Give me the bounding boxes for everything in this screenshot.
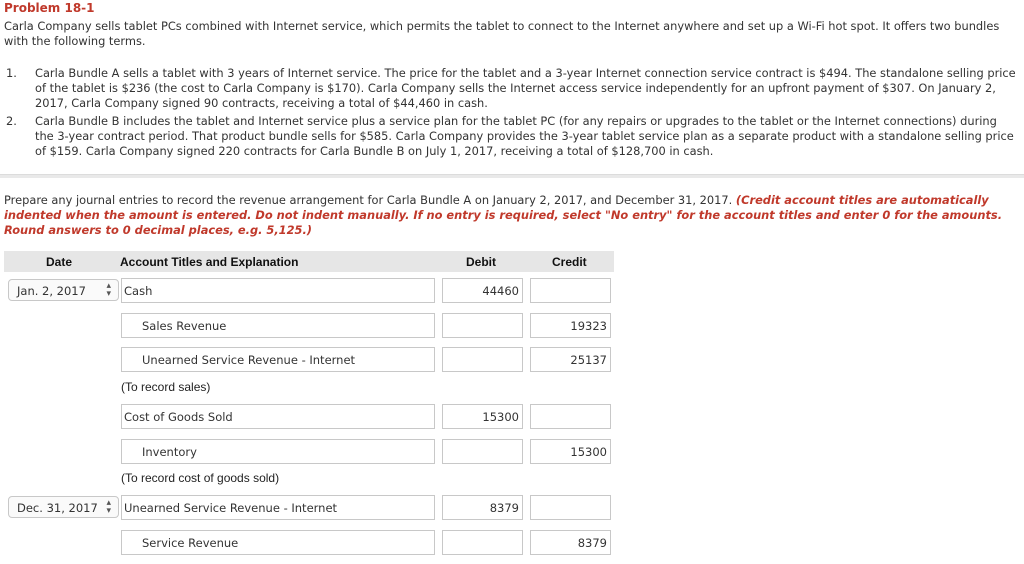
debit-field[interactable] bbox=[442, 278, 523, 303]
journal-table-header bbox=[4, 251, 614, 272]
instructions-text: Prepare any journal entries to record the revenue arrangement for Carla Bundle A on January 2, 2017, and December 31, 2017. bbox=[4, 193, 736, 207]
account-field[interactable] bbox=[121, 347, 435, 372]
account-field[interactable] bbox=[121, 404, 435, 429]
date-select-value: Jan. 2, 2017 bbox=[17, 284, 86, 298]
select-arrows-icon: ▴ ▾ bbox=[106, 281, 111, 299]
header-credit: Credit bbox=[552, 255, 587, 269]
date-select-jan[interactable] bbox=[8, 279, 119, 301]
account-field[interactable] bbox=[121, 495, 435, 520]
list-item bbox=[4, 114, 1016, 159]
account-field-value: Unearned Service Revenue - Internet bbox=[142, 353, 356, 367]
problem-title: Problem 18-1 bbox=[4, 1, 95, 15]
account-field[interactable] bbox=[121, 439, 435, 464]
debit-field-value: 8379 bbox=[489, 501, 519, 515]
account-field-value: Sales Revenue bbox=[142, 319, 227, 333]
credit-field-value: 15300 bbox=[570, 445, 607, 459]
account-field-value: Service Revenue bbox=[142, 536, 239, 550]
instructions bbox=[4, 193, 1020, 238]
account-field[interactable] bbox=[121, 278, 435, 303]
debit-field-value: 15300 bbox=[482, 410, 519, 424]
header-account: Account Titles and Explanation bbox=[120, 255, 299, 269]
account-field[interactable] bbox=[121, 313, 435, 338]
debit-field[interactable] bbox=[442, 530, 523, 555]
debit-field[interactable] bbox=[442, 495, 523, 520]
credit-field[interactable] bbox=[530, 313, 611, 338]
problem-intro: Carla Company sells tablet PCs combined with Internet service, which permits the tablet to connect to the Internet anywhere and set up a Wi-Fi hot spot. It offers two bundles with the following terms. bbox=[4, 19, 1000, 48]
credit-field-value: 25137 bbox=[570, 353, 607, 367]
credit-field-value: 8379 bbox=[577, 536, 607, 550]
list-item-number: 1. bbox=[6, 66, 17, 80]
date-select-dec[interactable] bbox=[8, 496, 119, 518]
credit-field[interactable] bbox=[530, 347, 611, 372]
account-field-value: Inventory bbox=[142, 445, 197, 459]
debit-field[interactable] bbox=[442, 313, 523, 338]
problem-terms-list bbox=[4, 66, 1016, 162]
credit-field[interactable] bbox=[530, 278, 611, 303]
account-field[interactable] bbox=[121, 530, 435, 555]
debit-field[interactable] bbox=[442, 347, 523, 372]
list-item-text: Carla Bundle B includes the tablet and Internet service plus a service plan for the tablet PC (for any repairs or upgrades to the tablet or the Internet connections) during the 3-year contract period. That product bundle sells for $585. Carla Company provides the 3-year tablet service plan as a separate product with a standalone selling price of $159. Carla Company signed 220 contracts for Carla Bundle B on July 1, 2017, receiving a total of $128,700 in cash. bbox=[35, 114, 1014, 158]
section-divider bbox=[0, 174, 1024, 178]
account-field-value: Cash bbox=[124, 284, 153, 298]
debit-field-value: 44460 bbox=[482, 284, 519, 298]
date-select-value: Dec. 31, 2017 bbox=[17, 501, 98, 515]
account-field-value: Unearned Service Revenue - Internet bbox=[124, 501, 338, 515]
credit-field-value: 19323 bbox=[570, 319, 607, 333]
select-arrows-icon: ▴ ▾ bbox=[106, 498, 111, 516]
credit-field[interactable] bbox=[530, 495, 611, 520]
entry-explanation: (To record sales) bbox=[121, 380, 211, 394]
debit-field[interactable] bbox=[442, 404, 523, 429]
credit-field[interactable] bbox=[530, 439, 611, 464]
credit-field[interactable] bbox=[530, 530, 611, 555]
list-item-text: Carla Bundle A sells a tablet with 3 years of Internet service. The price for the tablet and a 3-year Internet connection service contract is $494. The standalone selling price of the tablet is $236 (the cost to Carla Company is $170). Carla Company sells the Internet access service independently for an upfront payment of $307. On January 2, 2017, Carla Company signed 90 contracts, receiving a total of $44,460 in cash. bbox=[35, 66, 1016, 110]
account-field-value: Cost of Goods Sold bbox=[124, 410, 233, 424]
header-debit: Debit bbox=[466, 255, 496, 269]
credit-field[interactable] bbox=[530, 404, 611, 429]
entry-explanation: (To record cost of goods sold) bbox=[121, 471, 280, 485]
list-item bbox=[4, 66, 1016, 111]
list-item-number: 2. bbox=[6, 114, 17, 128]
header-date: Date bbox=[46, 255, 73, 269]
debit-field[interactable] bbox=[442, 439, 523, 464]
instructions-emphasis: (Credit account titles are automatically indented when the amount is entered. Do not indent manually. If no entry is required, select "No entry" for the account titles and enter 0 for the amounts. Round answers to 0 decimal places, e.g. 5,125.) bbox=[4, 193, 1003, 237]
